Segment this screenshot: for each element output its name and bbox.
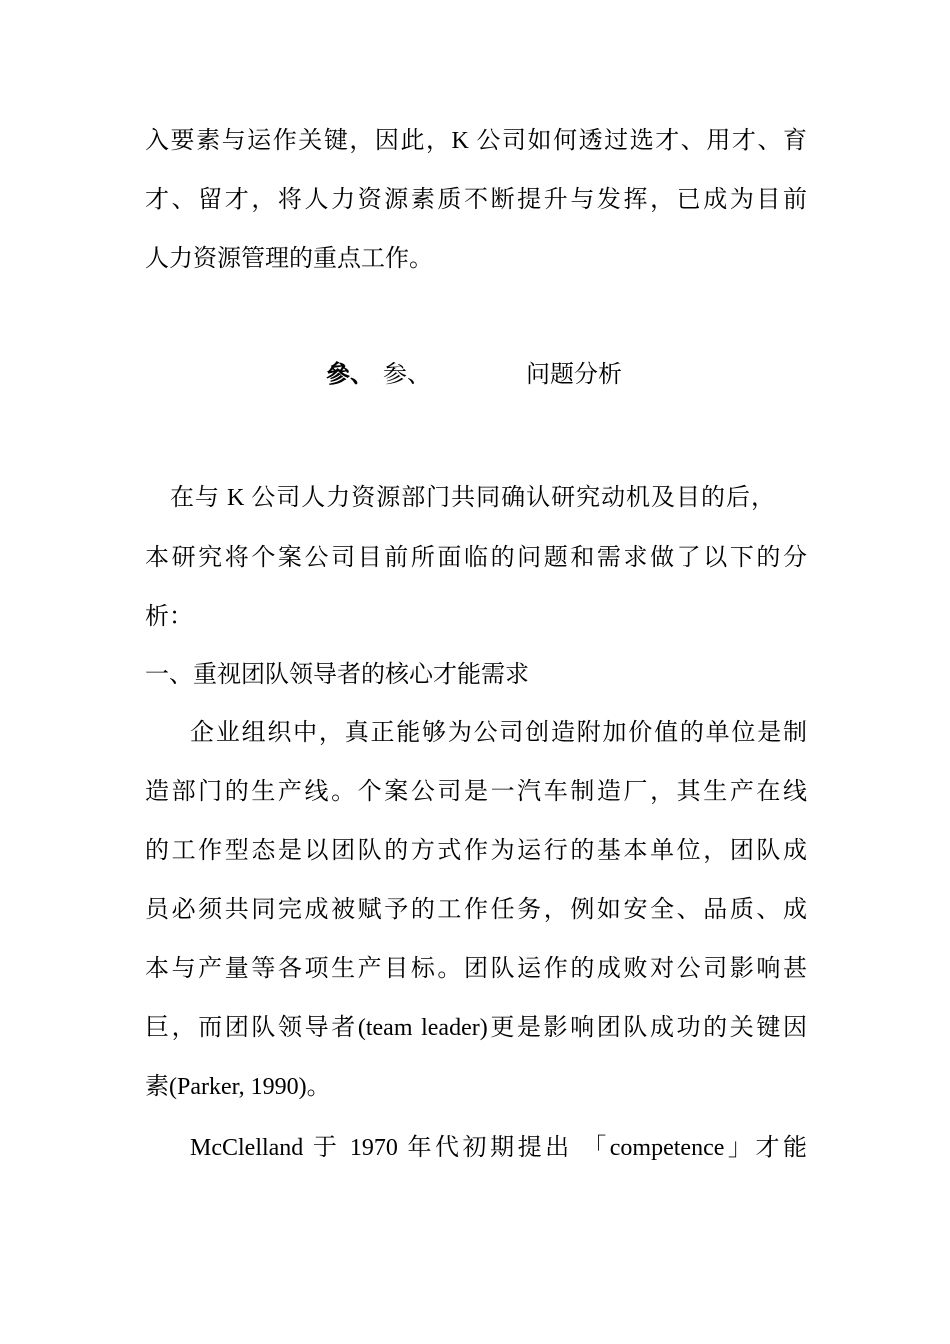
section-number: 参、 [383,362,431,388]
paragraph-2-line-3: 析： [145,604,193,630]
paragraph-1-line-3: 人力资源管理的重点工作。 [145,246,433,272]
paragraph-2-line-1: 在与 K 公司人力资源部门共同确认研究动机及目的后， [170,485,775,511]
paragraph-3-line-2: 造部门的生产线。个案公司是一汽车制造厂，其生产在线 [145,779,807,805]
paragraph-3-line-5: 本与产量等各项生产目标。团队运作的成败对公司影响甚 [145,956,807,982]
paragraph-1-line-2: 才、留才，将人力资源素质不断提升与发挥，已成为目前 [145,187,807,213]
subheading-1: 一、重视团队领导者的核心才能需求 [145,662,529,688]
section-number-bold: 參、 [326,362,374,388]
paragraph-1-line-1: 入要素与运作关键，因此，K 公司如何透过选才、用才、育 [145,128,807,154]
paragraph-3-line-7: 素(Parker, 1990)。 [145,1074,331,1100]
paragraph-3-line-6: 巨，而团队领导者(team leader)更是影响团队成功的关键因 [145,1015,807,1041]
paragraph-3-line-1: 企业组织中，真正能够为公司创造附加价值的单位是制 [190,720,807,746]
section-title: 问题分析 [526,362,622,388]
paragraph-4-line-1: McClelland 于 1970 年代初期提出 「competence」才能 [190,1135,807,1161]
paragraph-3-line-4: 员必须共同完成被赋予的工作任务，例如安全、品质、成 [145,897,807,923]
paragraph-3-line-3: 的工作型态是以团队的方式作为运行的基本单位，团队成 [145,838,807,864]
paragraph-2-line-2: 本研究将个案公司目前所面临的问题和需求做了以下的分 [145,545,807,571]
